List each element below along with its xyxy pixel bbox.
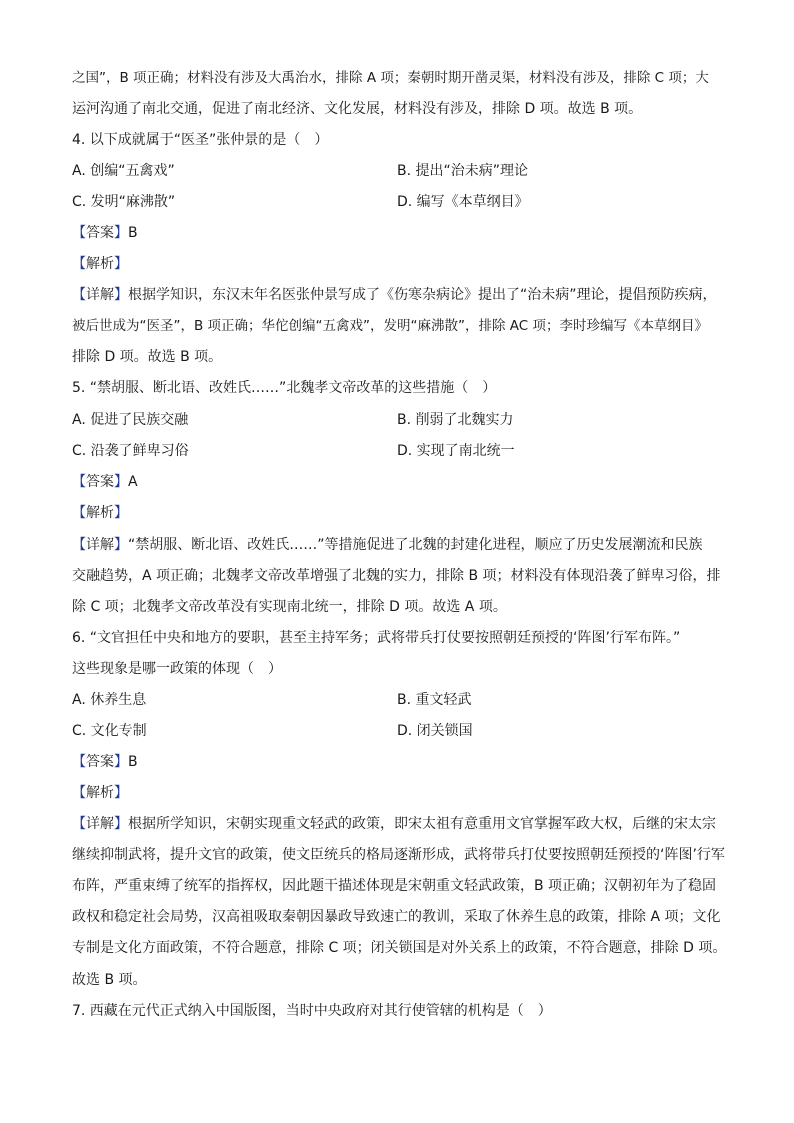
q6-detail-line-1 (72, 814, 728, 834)
q6-answer-bracket-open: 【 (72, 754, 86, 770)
q4-detail-line-2: 被后世成为“医圣”，B 项正确；华佗创编“五禽戏”，发明“麻沸散”，排除 AC 项；李时珍编写《本草纲目》 (72, 318, 709, 334)
q5-option-b: B. 削弱了北魏实力 (397, 412, 514, 428)
q6-stem-line-2: 这些现象是哪一政策的体现（ ） (72, 661, 282, 677)
q6-answer-label: 答案 (86, 754, 114, 770)
q7-stem: 7. 西藏在元代正式纳入中国版图，当时中央政府对其行使管辖的机构是（ ） (72, 1003, 552, 1019)
q6-detail-line-3: 布阵，严重束缚了统军的指挥权，因此题干描述体现是宋朝重文轻武政策，B 项正确；汉朝初年为了稳固 (72, 878, 717, 894)
q5-option-c: C. 沿袭了鲜卑习俗 (72, 443, 189, 459)
q4-analysis-bracket-close: 】 (114, 256, 128, 272)
q5-analysis-heading (72, 503, 728, 523)
q6-stem-line-1: 6. “文官担任中央和地方的要职，甚至主持军务；武将带兵打仗要按照朝廷预授的‘阵图’行军布阵。” (72, 630, 681, 646)
q5-answer-label: 答案 (86, 474, 114, 490)
q5-detail-line-2: 交融趋势，A 项正确；北魏孝文帝改革增强了北魏的实力，排除 B 项；材料没有体现沿袭了鲜卑习俗，排 (72, 568, 721, 584)
q4-detail-line-1 (72, 285, 728, 305)
q4-analysis-label: 解析 (86, 256, 114, 272)
q5-answer-bracket-open: 【 (72, 474, 86, 490)
q5-detail-line-3: 除 C 项；北魏孝文帝改革没有实现南北统一，排除 D 项。故选 A 项。 (72, 599, 507, 615)
q6-detail-bracket-open: 【 (72, 816, 86, 832)
q4-detail-line-3: 排除 D 项。故选 B 项。 (72, 349, 223, 365)
q6-analysis-bracket-open: 【 (72, 785, 86, 801)
q4-detail-bracket-close: 】 (114, 287, 128, 303)
q4-detail-bracket-open: 【 (72, 287, 86, 303)
q5-answer-line (72, 472, 728, 492)
q5-stem: 5. “禁胡服、断北语、改姓氏……”北魏孝文帝改革的这些措施（ ） (72, 380, 497, 396)
q6-answer-line (72, 752, 728, 772)
q4-answer-bracket-close: 】 (114, 225, 128, 241)
q6-detail-line-5: 专制是文化方面政策，不符合题意，排除 C 项；闭关锁国是对外关系上的政策，不符合题意，排除 D 项。 (72, 940, 727, 956)
q5-analysis-label: 解析 (86, 505, 114, 521)
q6-answer-value: B (128, 754, 138, 770)
q6-option-c: C. 文化专制 (72, 723, 147, 739)
q6-analysis-bracket-close: 】 (114, 785, 128, 801)
q5-detail-text-1: “禁胡服、断北语、改姓氏……”等措施促进了北魏的封建化进程，顺应了历史发展潮流和民族 (128, 537, 703, 553)
q6-detail-line-6: 故选 B 项。 (72, 972, 147, 988)
q6-detail-line-4: 政权和稳定社会局势，汉高祖吸取秦朝因暴政导致速亡的教训，采取了休养生息的政策，排除 A 项；文化 (72, 909, 721, 925)
intro-line-1: 之国”，B 项正确；材料没有涉及大禹治水，排除 A 项；秦朝时期开凿灵渠，材料没有涉及，排除 C 项；大 (72, 70, 709, 86)
q4-detail-text-1: 根据学知识，东汉末年名医张仲景写成了《伤寒杂病论》提出了“治未病”理论，提倡预防疾病， (128, 287, 717, 303)
q4-analysis-heading (72, 254, 728, 274)
q6-option-b: B. 重文轻武 (397, 692, 472, 708)
q5-analysis-bracket-open: 【 (72, 505, 86, 521)
q4-option-d: D. 编写《本草纲目》 (397, 194, 529, 210)
q5-detail-label: 详解 (86, 537, 114, 553)
q6-detail-line-2: 继续抑制武将，提升文官的政策，使文臣统兵的格局逐渐形成，武将带兵打仗要按照朝廷预授的‘阵图’行军 (72, 847, 725, 863)
q4-answer-bracket-open: 【 (72, 225, 86, 241)
q6-analysis-heading (72, 783, 728, 803)
q4-answer-label: 答案 (86, 225, 114, 241)
q6-detail-text-1: 根据所学知识，宋朝实现重文轻武的政策，即宋太祖有意重用文官掌握军政大权，后继的宋太宗 (128, 816, 716, 832)
q5-detail-line-1 (72, 535, 728, 555)
q4-answer-value: B (128, 225, 138, 241)
q5-answer-bracket-close: 】 (114, 474, 128, 490)
q6-answer-bracket-close: 】 (114, 754, 128, 770)
q5-answer-value: A (128, 474, 138, 490)
q4-answer-line (72, 223, 728, 243)
q4-detail-label: 详解 (86, 287, 114, 303)
q4-analysis-bracket-open: 【 (72, 256, 86, 272)
intro-line-2: 运河沟通了南北交通，促进了南北经济、文化发展，材料没有涉及，排除 D 项。故选 B 项。 (72, 101, 643, 117)
q5-detail-bracket-close: 】 (114, 537, 128, 553)
q6-detail-label: 详解 (86, 816, 114, 832)
q4-option-b: B. 提出“治未病”理论 (397, 163, 529, 179)
q6-option-a: A. 休养生息 (72, 692, 147, 708)
q5-detail-bracket-open: 【 (72, 537, 86, 553)
q5-option-a: A. 促进了民族交融 (72, 412, 189, 428)
q4-stem: 4. 以下成就属于“医圣”张仲景的是（ ） (72, 132, 329, 148)
q5-analysis-bracket-close: 】 (114, 505, 128, 521)
q4-option-a: A. 创编“五禽戏” (72, 163, 175, 179)
q5-option-d: D. 实现了南北统一 (397, 443, 515, 459)
q6-detail-bracket-close: 】 (114, 816, 128, 832)
q4-option-c: C. 发明“麻沸散” (72, 194, 176, 210)
q6-option-d: D. 闭关锁国 (397, 723, 473, 739)
q6-analysis-label: 解析 (86, 785, 114, 801)
